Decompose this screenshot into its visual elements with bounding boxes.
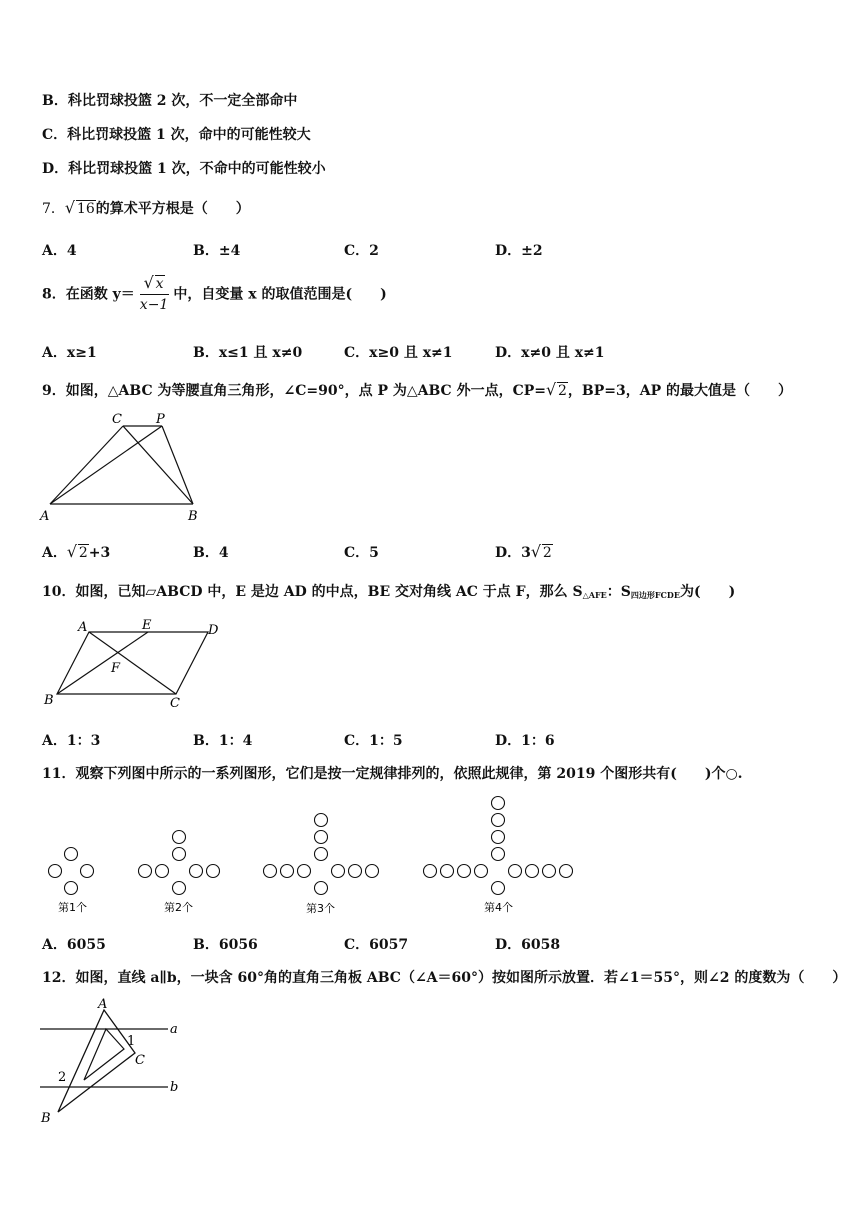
q10-option-a: A．1：3 (42, 733, 101, 749)
q11-pattern-1 (49, 848, 94, 895)
q10-figure (38, 614, 228, 714)
q11-option-c: C．6057 (344, 937, 409, 953)
q8-fraction (139, 273, 169, 313)
q8-denominator: x−1 (139, 297, 169, 313)
q10-option-b: B．1：4 (193, 733, 253, 749)
q12-label-angle-2: 2 (58, 1070, 67, 1085)
q12-label-line-a: a (170, 1022, 178, 1037)
q12-label-b-vertex: B (41, 1111, 51, 1126)
q8-option-c: C．x≥0 且 x≠1 (344, 345, 453, 361)
q8-option-d: D．x≠0 且 x≠1 (495, 345, 605, 361)
q7-radicand: 16 (76, 201, 95, 217)
q9-option-a-radicand: 2 (78, 545, 88, 561)
q7-option-b: B．±4 (193, 243, 241, 259)
q7-option-c: C．2 (344, 243, 379, 259)
q12-label-c: C (135, 1053, 145, 1068)
q12-label-a-vertex: A (98, 997, 108, 1012)
q11-figure (40, 792, 585, 922)
q9-label-b: B (188, 509, 198, 524)
q12-triangle-inner (84, 1029, 124, 1080)
q12-stem: 12．如图，直线 a∥b，一块含 60°角的直角三角板 ABC（∠A＝60°）按如图所示放置．若∠1＝55°，则∠2 的度数为（ ） (42, 970, 847, 986)
q10-label-a: A (78, 620, 88, 635)
q10-label-e: E (142, 618, 152, 633)
q12-figure (36, 996, 196, 1126)
sqrt-symbol: √ x (143, 273, 164, 292)
q10-label-b: B (44, 693, 54, 708)
q8-option-b: B．x≤1 且 x≠0 (193, 345, 303, 361)
q11-caption-4: 第4个 (484, 901, 513, 914)
q6-option-d: D．科比罚球投篮 1 次，不命中的可能性较小 (42, 161, 326, 177)
q12-label-line-b: b (170, 1080, 179, 1095)
q9-figure (38, 410, 206, 525)
q7-option-d: D．±2 (495, 243, 543, 259)
q9-option-d (495, 542, 553, 562)
q9-option-a-prefix: A． (42, 545, 67, 561)
q7-stem (42, 198, 250, 218)
q7-option-a: A．4 (42, 243, 77, 259)
q9-label-p: P (156, 412, 165, 427)
q10-option-c: C．1：5 (344, 733, 403, 749)
q10-mid: ：S (606, 584, 631, 600)
q11-pattern-3 (264, 814, 379, 895)
q10-stem-a: 10．如图，已知▱ABCD 中，E 是边 AD 的中点，BE 交对角线 AC 于点 F，那么 S (42, 584, 583, 600)
q6-option-c: C．科比罚球投篮 1 次，命中的可能性较大 (42, 127, 311, 143)
q10-stem (42, 581, 735, 601)
q10-sub-fcde: 四边形FCDE (630, 590, 680, 600)
sqrt-symbol: √ 2 (66, 542, 88, 561)
sqrt-symbol: √ 2 (545, 380, 567, 399)
q11-stem: 11．观察下列图中所示的一系列图形，它们是按一定规律排列的，依照此规律，第 2019 个图形共有( )个○. (42, 766, 743, 782)
q8-numerator: x (155, 276, 164, 292)
q11-option-d: D．6058 (495, 937, 561, 953)
q12-label-angle-1: 1 (127, 1034, 136, 1049)
q9-option-a (42, 542, 110, 562)
q9-option-d-radicand: 2 (542, 545, 552, 561)
q11-pattern-2 (139, 831, 220, 895)
q11-option-b: B．6056 (193, 937, 258, 953)
q8-option-a: A．x≥1 (42, 345, 97, 361)
sqrt-symbol: √ 2 (530, 542, 552, 561)
q9-option-c: C．5 (344, 545, 379, 561)
q9-line-ac (50, 426, 123, 504)
q10-label-d: D (208, 623, 219, 638)
q9-line-ap (50, 426, 162, 504)
q9-option-a-suffix: +3 (88, 545, 111, 561)
sqrt-symbol: √ 16 (64, 198, 95, 217)
q9-line-cb (123, 426, 193, 504)
q8-suffix: 中，自变量 x 的取值范围是( ) (173, 286, 387, 303)
q9-stem-a: 9．如图，△ABC 为等腰直角三角形，∠C=90°，点 P 为△ABC 外一点，CP= (42, 383, 546, 399)
q10-stem-b: 为( ) (679, 584, 736, 600)
q8-stem (42, 273, 387, 313)
q11-option-a: A．6055 (42, 937, 106, 953)
q8-prefix: 8．在函数 y＝ (42, 286, 135, 303)
q11-caption-2: 第2个 (164, 901, 193, 914)
q9-stem (42, 380, 792, 400)
q9-line-pb (162, 426, 193, 504)
q9-label-a: A (40, 509, 50, 524)
q11-caption-1: 第1个 (58, 901, 87, 914)
q11-pattern-4 (424, 797, 573, 895)
q9-option-d-prefix: D．3 (495, 545, 531, 561)
q6-option-b: B．科比罚球投篮 2 次，不一定全部命中 (42, 93, 298, 109)
q7-stem-text: 的算术平方根是（ ） (95, 201, 250, 217)
q9-option-b: B．4 (193, 545, 229, 561)
q9-stem-radicand: 2 (557, 383, 567, 399)
q10-label-c: C (170, 696, 180, 711)
q7-number: 7． (42, 201, 65, 217)
q12-triangle-outer (58, 1010, 135, 1112)
q10-option-d: D．1：6 (495, 733, 555, 749)
q9-stem-b: ，BP=3，AP 的最大值是（ ） (567, 383, 793, 399)
q10-label-f: F (111, 661, 121, 676)
q10-sub-afe: △AFE (582, 590, 607, 600)
q9-label-c: C (112, 412, 122, 427)
q11-caption-3: 第3个 (306, 902, 335, 915)
